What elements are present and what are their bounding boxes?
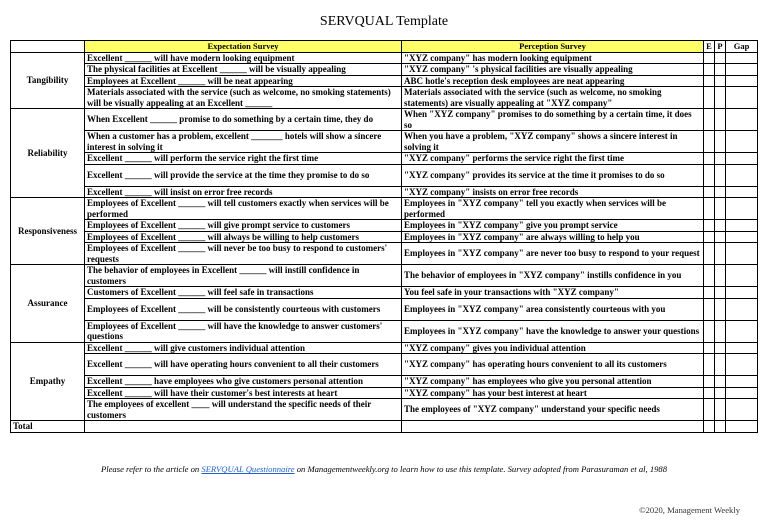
perception-cell: ABC hotle's reception desk employees are neat appearing [402,75,704,87]
expectation-cell: Employees of Excellent ______ will always be willing to help customers [85,231,402,243]
perception-cell: "XYZ company" has your best interest at heart [402,387,704,399]
table-row [11,399,758,421]
e-score-cell[interactable] [704,75,715,87]
e-score-cell[interactable] [704,64,715,76]
header-perception: Perception Survey [402,41,704,53]
footnote [0,464,768,474]
dimension-label: Responsiveness [11,198,85,265]
dimension-label: Tangibility [11,52,85,109]
gap-cell[interactable] [726,75,758,87]
total-label: Total [11,421,85,433]
perception-cell: "XYZ company" gives you individual attention [402,342,704,354]
p-score-cell[interactable] [715,64,726,76]
perception-cell: Materials associated with the service (such as welcome, no smoking statements) are visually appealing at "XYZ company" [402,87,704,109]
e-score-cell[interactable] [704,52,715,64]
gap-cell[interactable] [726,342,758,354]
perception-cell: "XYZ company" provides its service at the time it promises to do so [402,164,704,186]
table-row [11,87,758,109]
table-row [11,354,758,376]
perception-cell: Employees in "XYZ company" area consistently courteous with you [402,298,704,320]
p-score-cell[interactable] [715,153,726,165]
table-row [11,186,758,198]
e-score-cell[interactable] [704,387,715,399]
expectation-cell: The physical facilities at Excellent ______ will be visually appealing [85,64,402,76]
table-row [11,298,758,320]
page-title: SERVQUAL Template [319,14,449,29]
p-score-cell[interactable] [715,298,726,320]
e-score-cell[interactable] [704,287,715,299]
expectation-cell: Excellent ______ will perform the service right the first time [85,153,402,165]
gap-cell[interactable] [726,164,758,186]
perception-cell: "XYZ company" performs the service right the first time [402,153,704,165]
table-row [11,265,758,287]
total-per-cell [402,421,704,433]
p-score-cell[interactable] [715,52,726,64]
expectation-cell: Excellent ______ have employees who give customers personal attention [85,376,402,388]
table-row [11,131,758,153]
gap-cell[interactable] [726,399,758,421]
e-score-cell[interactable] [704,320,715,342]
table-row [11,153,758,165]
e-score-cell[interactable] [704,186,715,198]
gap-cell[interactable] [726,186,758,198]
perception-cell: The behavior of employees in "XYZ company" instills confidence in you [402,265,704,287]
e-score-cell[interactable] [704,298,715,320]
gap-cell[interactable] [726,153,758,165]
e-score-cell[interactable] [704,354,715,376]
table-row [11,243,758,265]
p-score-cell[interactable] [715,376,726,388]
total-p-cell[interactable] [715,421,726,433]
gap-cell[interactable] [726,354,758,376]
e-score-cell[interactable] [704,265,715,287]
servqual-questionnaire-link[interactable]: SERVQUAL Questionnaire [201,464,295,474]
gap-cell[interactable] [726,220,758,232]
table-row [11,387,758,399]
perception-cell: Employees in "XYZ company" are always willing to help you [402,231,704,243]
expectation-cell: Employees of Excellent ______ will tell customers exactly when services will be performed [85,198,402,220]
table-header-row [11,41,758,53]
perception-cell: Employees in "XYZ company" have the knowledge to answer your questions [402,320,704,342]
gap-cell[interactable] [726,376,758,388]
header-e: E [704,41,715,53]
p-score-cell[interactable] [715,354,726,376]
total-gap-cell[interactable] [726,421,758,433]
header-expectation: Expectation Survey [85,41,402,53]
expectation-cell: Excellent ______ will insist on error free records [85,186,402,198]
dimension-label: Empathy [11,342,85,421]
gap-cell[interactable] [726,198,758,220]
table-row [11,52,758,64]
table-row [11,164,758,186]
gap-cell[interactable] [726,298,758,320]
dimension-label: Assurance [11,265,85,343]
table-row [11,75,758,87]
gap-cell[interactable] [726,64,758,76]
perception-cell: When you have a problem, "XYZ company" shows a sincere interest in solving it [402,131,704,153]
expectation-cell: Excellent ______ will have their customer's best interests at heart [85,387,402,399]
expectation-cell: Materials associated with the service (such as welcome, no smoking statements) will be visually appealing at an Excellent ______ [85,87,402,109]
total-row [11,421,758,433]
servqual-table [10,40,758,433]
header-gap: Gap [726,41,758,53]
expectation-cell: When Excellent ______ promise to do something by a certain time, they do [85,109,402,131]
dimension-label: Reliability [11,109,85,198]
gap-cell[interactable] [726,87,758,109]
p-score-cell[interactable] [715,131,726,153]
e-score-cell[interactable] [704,220,715,232]
table-row [11,220,758,232]
expectation-cell: Customers of Excellent ______ will feel safe in transactions [85,287,402,299]
table-row [11,320,758,342]
expectation-cell: Employees at Excellent ______ will be neat appearing [85,75,402,87]
p-score-cell[interactable] [715,387,726,399]
expectation-cell: Excellent ______ will have modern looking equipment [85,52,402,64]
gap-cell[interactable] [726,131,758,153]
e-score-cell[interactable] [704,198,715,220]
e-score-cell[interactable] [704,243,715,265]
gap-cell[interactable] [726,287,758,299]
p-score-cell[interactable] [715,231,726,243]
expectation-cell: The behavior of employees in Excellent ______ will instill confidence in customers [85,265,402,287]
perception-cell: "XYZ company" insists on error free records [402,186,704,198]
expectation-cell: The employees of excellent ____ will understand the specific needs of their customers [85,399,402,421]
perception-cell: Employees in "XYZ company" tell you exactly when services will be performed [402,198,704,220]
table-row [11,198,758,220]
p-score-cell[interactable] [715,320,726,342]
perception-cell: Employees in "XYZ company" are never too busy to respond to your request [402,243,704,265]
p-score-cell[interactable] [715,399,726,421]
expectation-cell: Employees of Excellent ______ will never be too busy to respond to customers' requests [85,243,402,265]
p-score-cell[interactable] [715,186,726,198]
perception-cell: "XYZ company" has operating hours convenient to all its customers [402,354,704,376]
p-score-cell[interactable] [715,75,726,87]
table-row [11,287,758,299]
p-score-cell[interactable] [715,87,726,109]
table-row [11,231,758,243]
table-body [11,52,758,433]
e-score-cell[interactable] [704,376,715,388]
p-score-cell[interactable] [715,265,726,287]
expectation-cell: Employees of Excellent ______ will have the knowledge to answer customers' questions [85,320,402,342]
perception-cell: "XYZ company" has employees who give you personal attention [402,376,704,388]
expectation-cell: Excellent ______ will have operating hours convenient to all their customers [85,354,402,376]
header-p: P [715,41,726,53]
e-score-cell[interactable] [704,131,715,153]
p-score-cell[interactable] [715,198,726,220]
table-row [11,376,758,388]
total-exp-cell [85,421,402,433]
e-score-cell[interactable] [704,399,715,421]
gap-cell[interactable] [726,320,758,342]
expectation-cell: Employees of Excellent ______ will give prompt service to customers [85,220,402,232]
e-score-cell[interactable] [704,153,715,165]
p-score-cell[interactable] [715,220,726,232]
p-score-cell[interactable] [715,287,726,299]
expectation-cell: When a customer has a problem, excellent _______ hotels will show a sincere interest in solving it [85,131,402,153]
total-e-cell[interactable] [704,421,715,433]
gap-cell[interactable] [726,387,758,399]
perception-cell: "XYZ company" has modern looking equipment [402,52,704,64]
e-score-cell[interactable] [704,87,715,109]
expectation-cell: Excellent ______ will give customers individual attention [85,342,402,354]
header-blank [11,41,85,53]
p-score-cell[interactable] [715,243,726,265]
e-score-cell[interactable] [704,231,715,243]
gap-cell[interactable] [726,265,758,287]
gap-cell[interactable] [726,109,758,131]
p-score-cell[interactable] [715,342,726,354]
perception-cell: "XYZ company" 's physical facilities are visually appealing [402,64,704,76]
p-score-cell[interactable] [715,109,726,131]
table-row [11,64,758,76]
copyright: ©2020, Management Weekly [639,505,740,515]
expectation-cell: Excellent ______ will provide the service at the time they promise to do so [85,164,402,186]
footnote-before: Please refer to the article on [100,464,202,474]
footnote-after: on Managementweekly.org to learn how to use this template. Survey adopted from Parasuraman et al, 1988 [294,464,668,474]
e-score-cell[interactable] [704,164,715,186]
perception-cell: You feel safe in your transactions with "XYZ company" [402,287,704,299]
perception-cell: The employees of "XYZ company" understand your specific needs [402,399,704,421]
gap-cell[interactable] [726,243,758,265]
table-row [11,342,758,354]
table-row [11,109,758,131]
e-score-cell[interactable] [704,109,715,131]
perception-cell: Employees in "XYZ company" give you prompt service [402,220,704,232]
expectation-cell: Employees of Excellent ______ will be consistently courteous with customers [85,298,402,320]
gap-cell[interactable] [726,231,758,243]
perception-cell: When "XYZ company" promises to do something by a certain time, it does so [402,109,704,131]
gap-cell[interactable] [726,52,758,64]
p-score-cell[interactable] [715,164,726,186]
e-score-cell[interactable] [704,342,715,354]
